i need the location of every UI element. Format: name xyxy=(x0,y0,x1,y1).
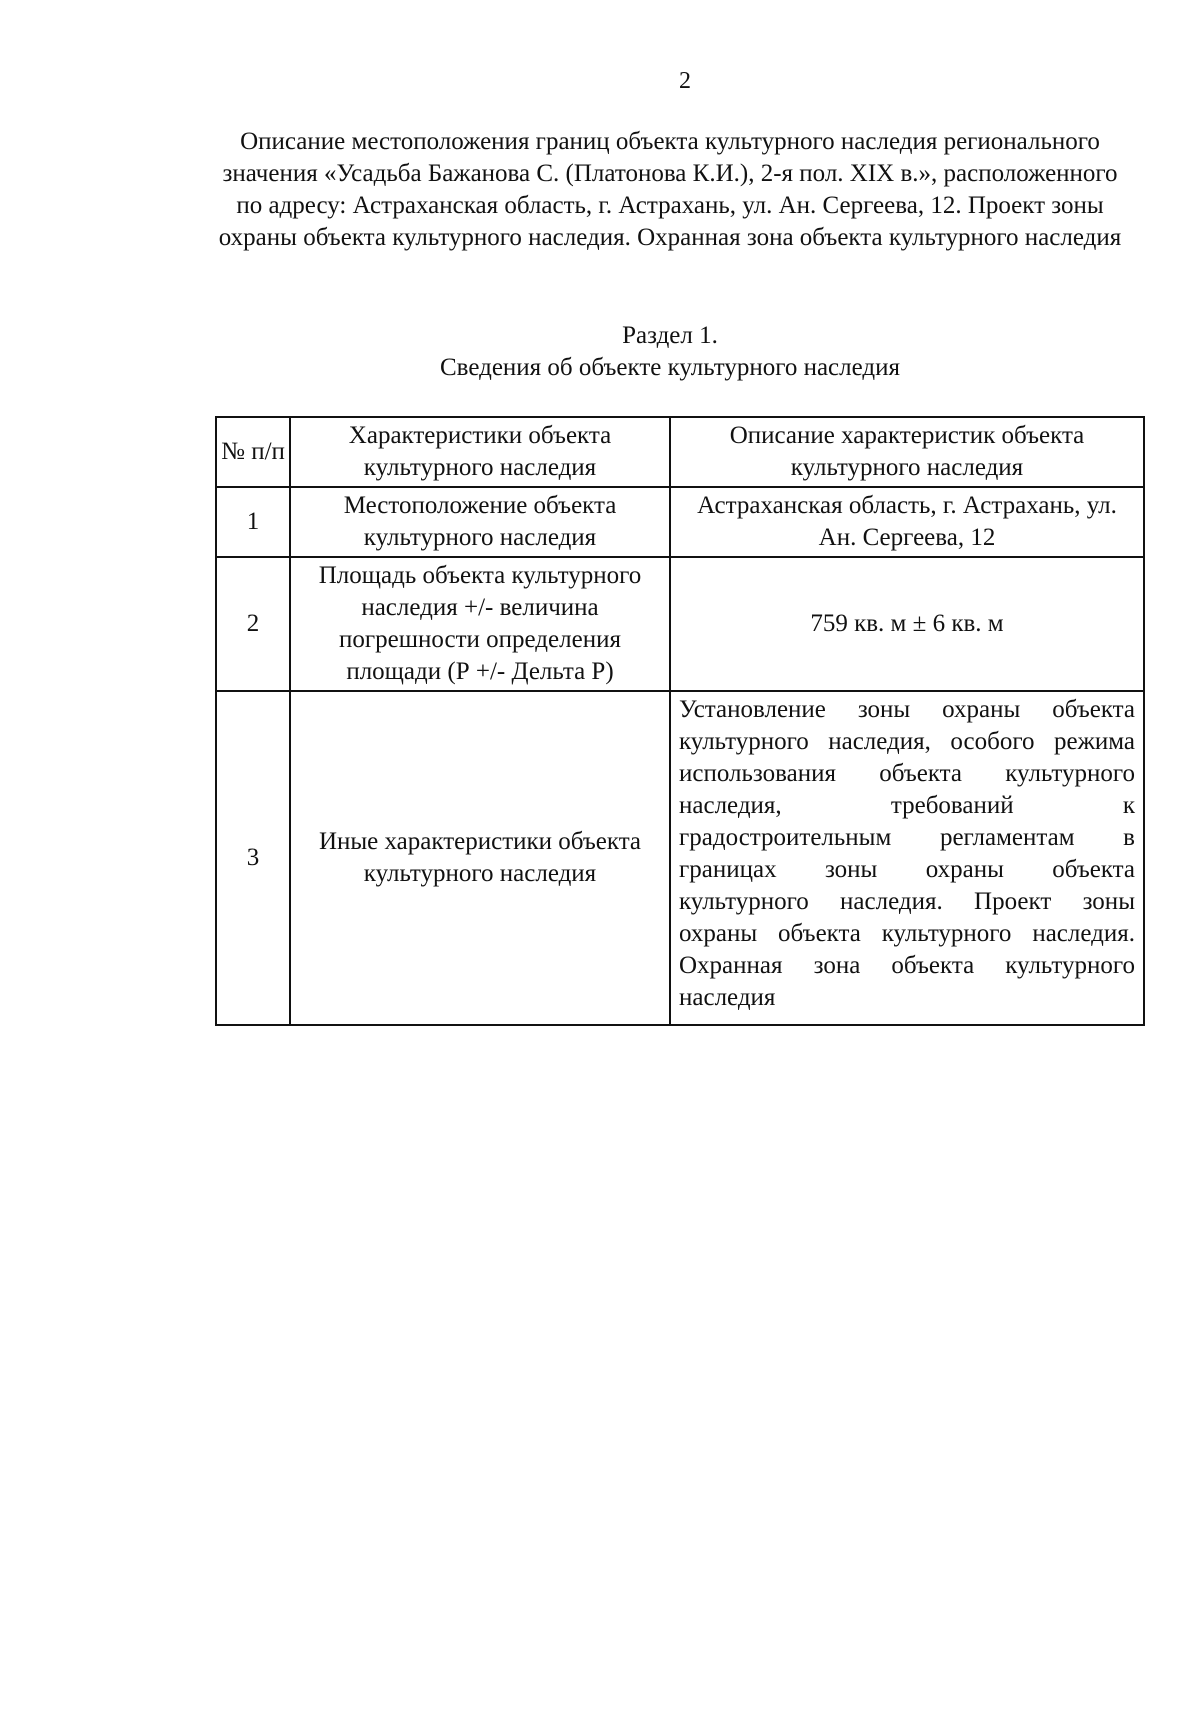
cultural-heritage-info-table xyxy=(215,416,1145,1026)
row-number: 1 xyxy=(216,487,290,557)
section-title: Сведения об объекте культурного наследия xyxy=(440,354,900,381)
section-heading xyxy=(210,320,1130,384)
page-number: 2 xyxy=(679,68,691,94)
table-row xyxy=(216,691,1144,1025)
document-title: Описание местоположения границ объекта культурного наследия регионального значения «Усадьба Бажанова С. (Платонова К.И.), 2-я пол. XIX в.», расположенного по адресу: Астраханская область, г. Астрахань, ул. Ан. Сергеева, 12. Проект зоны охраны объекта культурного наследия. Охранная зона объекта культурного наследия xyxy=(218,128,1122,251)
row-number: 3 xyxy=(216,691,290,1025)
row-characteristic: Площадь объекта культурного наследия +/- величина погрешности определения площади (Р +/- Дельта Р) xyxy=(290,557,670,691)
column-header-number: № п/п xyxy=(216,417,290,487)
table-row xyxy=(216,487,1144,557)
table-row xyxy=(216,557,1144,691)
row-number: 2 xyxy=(216,557,290,691)
column-header-characteristic: Характеристики объекта культурного наследия xyxy=(290,417,670,487)
row-description: Установление зоны охраны объекта культурного наследия, особого режима использования объекта культурного наследия, требований к градостроительным регламентам в границах зоны охраны объекта культурного наследия. Проект зоны охраны объекта культурного наследия. Охранная зона объекта культурного наследия xyxy=(670,691,1144,1025)
table-header-row xyxy=(216,417,1144,487)
row-characteristic: Местоположение объекта культурного наследия xyxy=(290,487,670,557)
row-description: Астраханская область, г. Астрахань, ул. Ан. Сергеева, 12 xyxy=(670,487,1144,557)
row-description: 759 кв. м ± 6 кв. м xyxy=(670,557,1144,691)
column-header-description: Описание характеристик объекта культурного наследия xyxy=(670,417,1144,487)
row-characteristic: Иные характеристики объекта культурного наследия xyxy=(290,691,670,1025)
section-label: Раздел 1. xyxy=(622,322,718,349)
